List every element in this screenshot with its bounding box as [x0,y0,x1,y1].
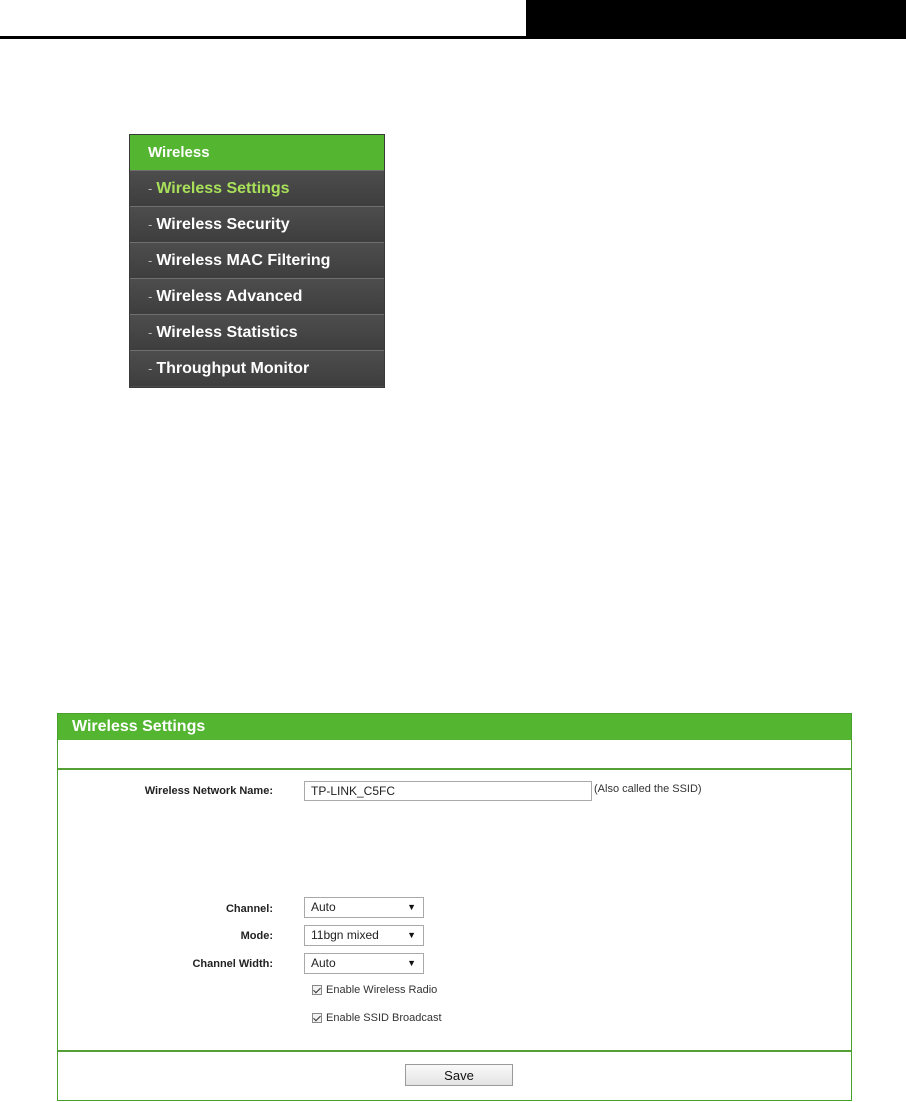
panel-divider-top [58,768,851,770]
network-name-label: Wireless Network Name: [144,785,273,797]
menu-item-bullet: - [148,325,153,340]
menu-item-bullet: - [148,217,153,232]
menu-item-wireless-statistics[interactable] [130,314,384,350]
chevron-down-icon: ▼ [407,958,416,968]
channel-select[interactable] [304,897,424,918]
menu-item-wireless-settings[interactable] [130,170,384,206]
wireless-menu [129,134,385,388]
network-name-input[interactable] [304,781,592,801]
checkbox-checked-icon[interactable] [312,985,322,995]
menu-item-bullet: - [148,361,153,376]
mode-select-value: 11bgn mixed [311,928,379,942]
channel-width-select-value: Auto [311,956,336,970]
menu-item-bullet: - [148,181,153,196]
menu-item-wireless-security[interactable] [130,206,384,242]
menu-item-wireless-advanced[interactable] [130,278,384,314]
menu-item-bullet: - [148,289,153,304]
menu-header[interactable]: Wireless [130,135,384,170]
menu-item-bullet: - [148,253,153,268]
channel-select-value: Auto [311,900,336,914]
enable-wireless-radio-label: Enable Wireless Radio [326,984,438,996]
menu-item-throughput-monitor[interactable] [130,350,384,386]
panel-divider-bottom [58,1050,851,1052]
channel-label: Channel: [225,903,273,915]
menu-item-label: Wireless Security [156,216,290,233]
menu-item-label: Wireless Settings [156,180,290,197]
wireless-settings-panel [57,713,852,1101]
save-button[interactable]: Save [405,1064,513,1086]
menu-item-wireless-mac-filtering[interactable] [130,242,384,278]
menu-item-label: Wireless Advanced [156,288,303,305]
channel-width-select[interactable] [304,953,424,974]
channel-width-label: Channel Width: [192,958,273,970]
chevron-down-icon: ▼ [407,902,416,912]
menu-item-label: Wireless Statistics [156,324,298,341]
mode-select[interactable] [304,925,424,946]
checkbox-checked-icon[interactable] [312,1013,322,1023]
enable-wireless-radio-checkbox[interactable] [312,984,437,996]
menu-item-label: Throughput Monitor [156,360,310,377]
panel-title: Wireless Settings [58,714,851,740]
enable-ssid-broadcast-label: Enable SSID Broadcast [326,1012,442,1024]
page-header-rule [0,36,526,39]
enable-ssid-broadcast-checkbox[interactable] [312,1012,442,1024]
mode-label: Mode: [240,930,273,942]
page-header-block [526,0,906,39]
menu-item-label: Wireless MAC Filtering [156,252,331,269]
chevron-down-icon: ▼ [407,930,416,940]
ssid-hint: (Also called the SSID) [594,783,702,795]
